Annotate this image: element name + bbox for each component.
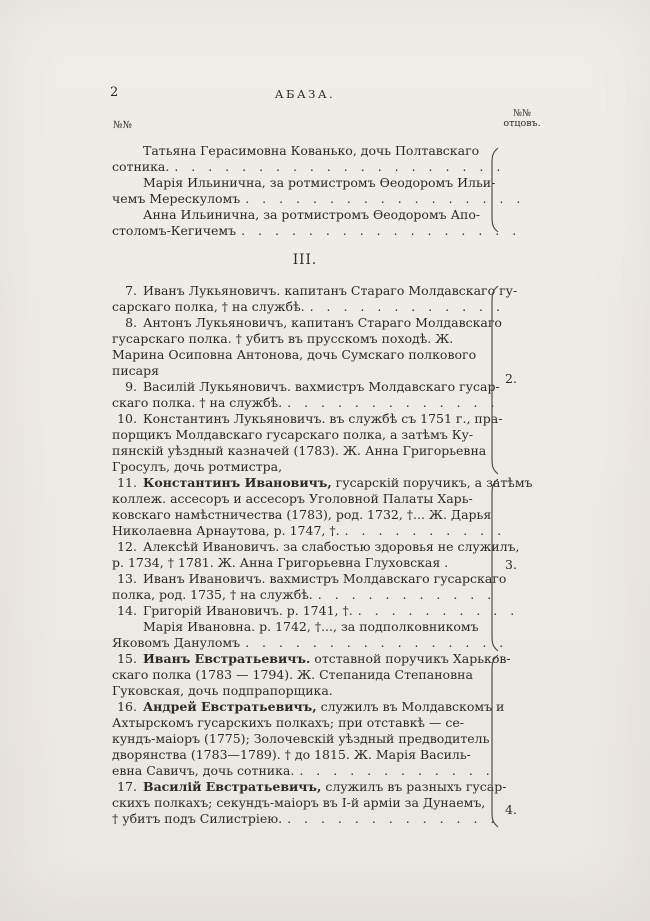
entry-text: столомъ-Кегичемъ bbox=[112, 223, 237, 238]
entry-line bbox=[112, 635, 508, 651]
entry-line bbox=[112, 795, 508, 811]
entry-first-line bbox=[112, 475, 533, 491]
group-brace-father-4 bbox=[487, 654, 501, 828]
entry-name: Иванъ Ивановичъ. bbox=[143, 571, 266, 586]
dot-leader: . . . . . . . . . . . . . . . . bbox=[245, 635, 504, 650]
entry-row bbox=[112, 379, 508, 411]
dot-leader: . . . . . . . . . . . . . . . . . . . . bbox=[174, 159, 501, 174]
entry-first-line bbox=[112, 143, 508, 159]
fathers-numbers-column-header bbox=[494, 109, 550, 129]
entry-text: Марія Ильинична, за ротмистромъ Ѳеодоромъ Ильи- bbox=[143, 175, 496, 190]
entry-text: отставной поручикъ Харьков- bbox=[310, 651, 511, 666]
entry-text: служилъ въ разныхъ гусар- bbox=[321, 779, 507, 794]
entry-text: р. 1742, †..., за подполковникомъ bbox=[255, 619, 479, 634]
entry-first-line bbox=[112, 283, 518, 299]
entry-text: кундъ-маіоръ (1775); Золочевскій уѣздный предводитель bbox=[112, 731, 490, 746]
entry-first-line bbox=[112, 619, 508, 635]
entry-text: служилъ въ Молдавскомъ и bbox=[316, 699, 505, 714]
entry-text: капитанъ Стараго Молдавскаго гу- bbox=[280, 283, 518, 298]
father-number-label: 4. bbox=[505, 802, 517, 817]
entry-name: Василій Евстратьевичъ, bbox=[143, 779, 322, 794]
entry-line bbox=[112, 715, 508, 731]
entry-text: сарскаго полка, † на службѣ. bbox=[112, 299, 305, 314]
numbers-column-header: №№ bbox=[113, 120, 132, 131]
dot-leader: . . . . . . . . . . bbox=[344, 523, 502, 538]
entry-text: сотника. bbox=[112, 159, 170, 174]
entry-name: Григорій Ивановичъ. bbox=[143, 603, 283, 618]
entry-number: 13. bbox=[117, 571, 137, 586]
entry-text: Татьяна Герасимовна Кованько, дочь Полтавскаго bbox=[143, 143, 480, 158]
entry-line bbox=[112, 331, 508, 347]
entry-line bbox=[112, 747, 508, 763]
entry-number: 15. bbox=[117, 651, 137, 666]
entry-number: 16. bbox=[117, 699, 137, 714]
entry-line bbox=[112, 443, 508, 459]
entry-first-line bbox=[112, 315, 508, 331]
entry-text: порщикъ Молдавскаго гусарскаго полка, а затѣмъ Ку- bbox=[112, 427, 474, 442]
group-brace-carryover bbox=[487, 147, 501, 233]
entry-first-line bbox=[112, 379, 508, 395]
entry-line bbox=[112, 191, 521, 207]
entry-text: гусарскаго полка. † убитъ въ прусскомъ походѣ. Ж. bbox=[112, 331, 454, 346]
entry-text: писаря bbox=[112, 363, 160, 378]
entry-first-line bbox=[112, 175, 508, 191]
entry-row bbox=[112, 411, 508, 475]
entry-row bbox=[112, 207, 517, 239]
entry-first-line bbox=[112, 651, 511, 667]
page-number: 2 bbox=[110, 85, 119, 100]
entry-text: † убитъ подъ Силистріею. bbox=[112, 811, 283, 826]
dot-leader: . . . . . . . . . . . . bbox=[309, 299, 500, 314]
entry-row bbox=[112, 175, 521, 207]
entry-name: Василій Лукьяновичъ. bbox=[143, 379, 291, 394]
entry-text: р. 1741, †. bbox=[282, 603, 353, 618]
entry-name: Иванъ Лукьяновичъ. bbox=[143, 283, 281, 298]
entry-text: въ службѣ съ 1751 г., пра- bbox=[325, 411, 503, 426]
entry-first-line bbox=[112, 571, 508, 587]
entry-line bbox=[112, 555, 508, 571]
entry-row bbox=[112, 315, 508, 379]
entry-number: 14. bbox=[117, 603, 137, 618]
entry-first-line bbox=[112, 411, 508, 427]
entry-number: 7. bbox=[125, 283, 137, 298]
dot-leader: . . . . . . . . . . . . . bbox=[287, 811, 495, 826]
entry-text: Гросулъ, дочь ротмистра, bbox=[112, 459, 283, 474]
entry-text: Марина Осиповна Антонова, дочь Сумскаго полкового bbox=[112, 347, 477, 362]
entry-text: дворянства (1783—1789). † до 1815. Ж. Марія Василь- bbox=[112, 747, 471, 762]
entry-text: капитанъ Стараго Молдавскаго bbox=[287, 315, 502, 330]
entry-text: коллеж. ассесоръ и ассесоръ Уголовной Палаты Харь- bbox=[112, 491, 473, 506]
entry-text: скаго полка. † на службѣ. bbox=[112, 395, 283, 410]
entry-text: Гуковская, дочь подпрапорщика. bbox=[112, 683, 333, 698]
entry-text: скаго полка (1783 — 1794). Ж. Степанида Степановна bbox=[112, 667, 473, 682]
entry-row bbox=[112, 539, 520, 571]
entry-text: Яковомъ Дануломъ bbox=[112, 635, 241, 650]
entry-name: Константинъ Лукьяновичъ. bbox=[143, 411, 326, 426]
entry-text: за слабостью здоровья не служилъ, bbox=[279, 539, 520, 554]
entry-line bbox=[112, 587, 508, 603]
entry-first-line bbox=[112, 207, 508, 223]
entry-text: полка, род. 1735, † на службѣ. bbox=[112, 587, 313, 602]
entry-text: Анна Ильинична, за ротмистромъ Ѳеодоромъ Апо- bbox=[143, 207, 481, 222]
entry-text: р. 1734, † 1781. Ж. Анна Григорьевна Глуховская . bbox=[112, 555, 449, 570]
entry-number: 9. bbox=[125, 379, 137, 394]
entry-number: 12. bbox=[117, 539, 137, 554]
carryover-entries-list bbox=[112, 143, 521, 239]
entry-text: скихъ полкахъ; секундъ-маіоръ въ І-й арміи за Дунаемъ, bbox=[112, 795, 486, 810]
group-brace-father-3 bbox=[487, 478, 501, 652]
entry-text: вахмистръ Молдавскаго гусар- bbox=[290, 379, 500, 394]
dot-leader: . . . . . . . . . . . . bbox=[299, 763, 490, 778]
entry-text: пянскій уѣздный казначей (1783). Ж. Анна Григорьевна bbox=[112, 443, 487, 458]
entry-line bbox=[112, 363, 508, 379]
entry-line bbox=[112, 459, 508, 475]
entry-row bbox=[112, 779, 508, 827]
father-number-label: 3. bbox=[505, 557, 517, 572]
entry-number: 8. bbox=[125, 315, 137, 330]
entry-line bbox=[112, 523, 508, 539]
entry-first-line bbox=[112, 699, 508, 715]
entry-name: Андрей Евстратьевичъ, bbox=[143, 699, 317, 714]
entry-row bbox=[112, 143, 508, 175]
entry-line bbox=[112, 427, 508, 443]
entry-text: вахмистръ Молдавскаго гусарскаго bbox=[265, 571, 507, 586]
group-brace-father-2 bbox=[487, 285, 501, 475]
dot-leader: . . . . . . . . . . . . . . . . . bbox=[245, 191, 521, 206]
entry-number: 10. bbox=[117, 411, 137, 426]
entry-text: евна Савичъ, дочь сотника. bbox=[112, 763, 295, 778]
dot-leader: . . . . . . . . . . . . . bbox=[287, 395, 495, 410]
running-title: АБАЗА. bbox=[274, 87, 336, 101]
entry-line bbox=[112, 159, 508, 175]
dot-leader: . . . . . . . . . . . . . . . . . bbox=[241, 223, 517, 238]
entry-line bbox=[112, 347, 508, 363]
entry-line bbox=[112, 683, 508, 699]
entry-line bbox=[112, 763, 508, 779]
entry-line bbox=[112, 491, 508, 507]
entry-name: Иванъ Евстратьевичъ. bbox=[143, 651, 311, 666]
entry-line bbox=[112, 223, 517, 239]
entry-line bbox=[112, 811, 508, 827]
generation-heading: III. bbox=[292, 252, 318, 268]
entry-first-line bbox=[112, 539, 520, 555]
generation-entries-list bbox=[112, 283, 533, 827]
entry-line bbox=[112, 667, 508, 683]
entry-name: Антонъ Лукьяновичъ, bbox=[143, 315, 288, 330]
entry-row bbox=[112, 603, 515, 619]
entry-name: Алексѣй Ивановичъ. bbox=[143, 539, 280, 554]
entry-row bbox=[112, 571, 508, 603]
entry-row bbox=[112, 651, 511, 699]
entry-text: гусарскій поручикъ, а затѣмъ bbox=[331, 475, 533, 490]
entry-number: 17. bbox=[117, 779, 137, 794]
entry-line bbox=[112, 299, 508, 315]
entry-text: Ахтырскомъ гусарскихъ полкахъ; при отставкѣ — се- bbox=[112, 715, 465, 730]
entry-row bbox=[112, 283, 518, 315]
dot-leader: . . . . . . . . . . . bbox=[317, 587, 492, 602]
entry-row bbox=[112, 619, 508, 651]
fathers-header-line2: отцовъ. bbox=[503, 118, 541, 129]
entry-first-line bbox=[112, 779, 508, 795]
father-number-label: 2. bbox=[505, 371, 517, 386]
entry-text: чемъ Мерескуломъ bbox=[112, 191, 241, 206]
fathers-header-line1: №№ bbox=[513, 108, 531, 119]
entry-number: 11. bbox=[117, 475, 137, 490]
dot-leader: . . . . . . . . . . bbox=[357, 603, 515, 618]
entry-name: Константинъ Ивановичъ, bbox=[143, 475, 332, 490]
entry-text: ковскаго намѣстничества (1783), род. 1732, †... Ж. Дарья bbox=[112, 507, 492, 522]
entry-row bbox=[112, 475, 533, 539]
entry-text: Николаевна Арнаутова, р. 1747, †. bbox=[112, 523, 340, 538]
entry-name: Марія Ивановна. bbox=[143, 619, 256, 634]
entry-first-line bbox=[112, 603, 515, 619]
entry-row bbox=[112, 699, 508, 779]
entry-line bbox=[112, 731, 508, 747]
entry-line bbox=[112, 395, 508, 411]
entry-line bbox=[112, 507, 508, 523]
